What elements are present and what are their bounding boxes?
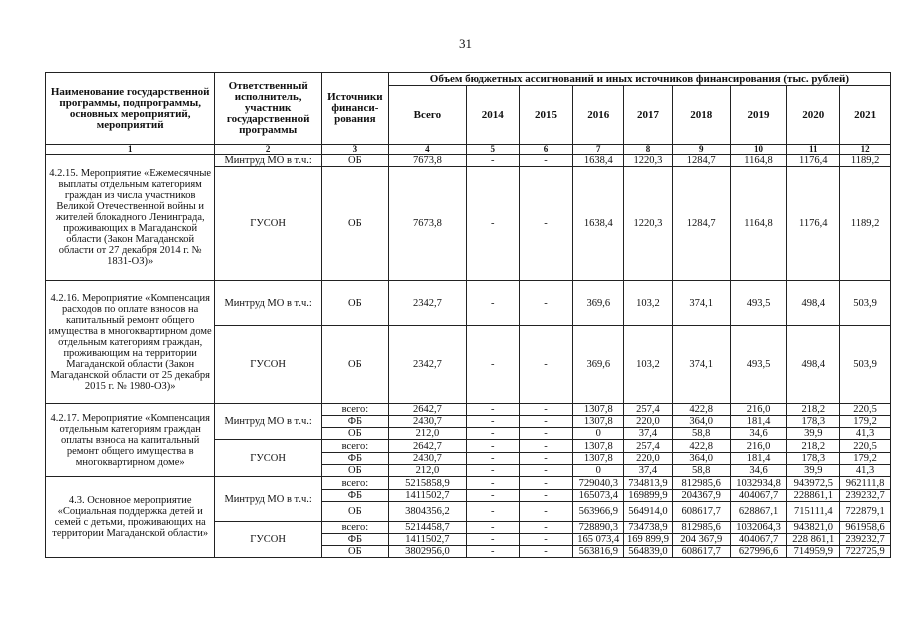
funding-source: ФБ — [321, 416, 388, 428]
value-year: 1307,8 — [573, 453, 624, 465]
value-year: - — [466, 522, 519, 534]
value-year: 0 — [573, 428, 624, 440]
header-source: Источники финанси-рования — [321, 73, 388, 145]
value-year: 37,4 — [624, 465, 673, 477]
header-year: 2015 — [519, 86, 573, 145]
funding-source: всего: — [321, 440, 388, 453]
value-year: 1189,2 — [840, 167, 891, 281]
value-year: 165 073,4 — [573, 534, 624, 546]
value-year: 369,6 — [573, 281, 624, 326]
header-year: 2017 — [624, 86, 673, 145]
value-year: - — [466, 453, 519, 465]
value-year: 1164,8 — [730, 155, 787, 167]
value-year: 178,3 — [787, 416, 840, 428]
value-year: 220,5 — [840, 440, 891, 453]
value-total: 212,0 — [388, 465, 466, 477]
value-year: 216,0 — [730, 440, 787, 453]
funding-source: всего: — [321, 477, 388, 490]
value-year: 608617,7 — [672, 546, 730, 558]
executor-name: ГУСОН — [215, 440, 322, 477]
value-year: - — [466, 502, 519, 522]
value-year: 1284,7 — [672, 155, 730, 167]
header-year: 2021 — [840, 86, 891, 145]
column-number: 7 — [573, 145, 624, 155]
value-year: 39,9 — [787, 428, 840, 440]
value-year: 608617,7 — [672, 502, 730, 522]
header-name: Наименование государственной программы, подпрограммы, основных мероприятий, мероприятий — [46, 73, 215, 145]
value-year: 1032934,8 — [730, 477, 787, 490]
value-year: 257,4 — [624, 440, 673, 453]
value-total: 5215858,9 — [388, 477, 466, 490]
value-year: 1032064,3 — [730, 522, 787, 534]
value-year: 943972,5 — [787, 477, 840, 490]
value-year: 220,5 — [840, 404, 891, 416]
value-year: 1220,3 — [624, 155, 673, 167]
value-year: 498,4 — [787, 326, 840, 404]
value-year: 228861,1 — [787, 490, 840, 502]
value-year: 169 899,9 — [624, 534, 673, 546]
value-year: 962111,8 — [840, 477, 891, 490]
value-year: - — [466, 416, 519, 428]
executor-name: Минтруд МО в т.ч.: — [215, 155, 322, 167]
value-year: 257,4 — [624, 404, 673, 416]
value-total: 2642,7 — [388, 440, 466, 453]
value-year: 1220,3 — [624, 167, 673, 281]
funding-source: ОБ — [321, 502, 388, 522]
value-year: 1176,4 — [787, 155, 840, 167]
value-year: 1307,8 — [573, 404, 624, 416]
value-year: 728890,3 — [573, 522, 624, 534]
value-year: 812985,6 — [672, 477, 730, 490]
value-year: 404067,7 — [730, 490, 787, 502]
value-year: 1638,4 — [573, 167, 624, 281]
value-total: 5214458,7 — [388, 522, 466, 534]
value-year: - — [519, 477, 573, 490]
executor-name: Минтруд МО в т.ч.: — [215, 477, 322, 522]
value-year: 239232,7 — [840, 534, 891, 546]
value-year: 563816,9 — [573, 546, 624, 558]
value-year: 103,2 — [624, 281, 673, 326]
column-number: 4 — [388, 145, 466, 155]
value-year: 943821,0 — [787, 522, 840, 534]
value-year: 961958,6 — [840, 522, 891, 534]
column-number: 6 — [519, 145, 573, 155]
value-year: - — [466, 490, 519, 502]
budget-table — [45, 72, 891, 558]
value-year: 627996,6 — [730, 546, 787, 558]
value-year: 239232,7 — [840, 490, 891, 502]
value-year: 493,5 — [730, 281, 787, 326]
value-year: - — [519, 326, 573, 404]
value-year: - — [519, 522, 573, 534]
value-year: 103,2 — [624, 326, 673, 404]
value-year: 179,2 — [840, 416, 891, 428]
value-year: 34,6 — [730, 428, 787, 440]
value-year: 563966,9 — [573, 502, 624, 522]
value-year: 422,8 — [672, 440, 730, 453]
value-year: - — [466, 440, 519, 453]
value-year: 41,3 — [840, 465, 891, 477]
value-year: 58,8 — [672, 465, 730, 477]
value-year: 734813,9 — [624, 477, 673, 490]
column-number-row — [46, 145, 891, 155]
value-total: 2430,7 — [388, 416, 466, 428]
value-year: 364,0 — [672, 416, 730, 428]
value-year: 1638,4 — [573, 155, 624, 167]
table-body — [46, 145, 891, 558]
table-row — [46, 155, 891, 167]
measure-name: 4.3. Основное мероприятие «Социальная поддержка детей и семей с детьми, проживающих на территории Магаданской области» — [46, 477, 215, 558]
value-year: - — [519, 155, 573, 167]
value-year: - — [519, 546, 573, 558]
value-year: 503,9 — [840, 281, 891, 326]
funding-source: ОБ — [321, 281, 388, 326]
value-year: - — [519, 465, 573, 477]
value-year: 564914,0 — [624, 502, 673, 522]
value-year: - — [519, 453, 573, 465]
value-year: 364,0 — [672, 453, 730, 465]
value-year: 493,5 — [730, 326, 787, 404]
value-year: 228 861,1 — [787, 534, 840, 546]
value-total: 212,0 — [388, 428, 466, 440]
value-year: - — [466, 546, 519, 558]
value-year: 1176,4 — [787, 167, 840, 281]
value-year: 715111,4 — [787, 502, 840, 522]
funding-source: ОБ — [321, 546, 388, 558]
value-year: 181,4 — [730, 453, 787, 465]
value-total: 1411502,7 — [388, 534, 466, 546]
value-year: - — [519, 281, 573, 326]
value-year: 564839,0 — [624, 546, 673, 558]
value-year: 169899,9 — [624, 490, 673, 502]
value-year: - — [466, 155, 519, 167]
column-number: 2 — [215, 145, 322, 155]
funding-source: ФБ — [321, 534, 388, 546]
column-number: 3 — [321, 145, 388, 155]
value-year: 39,9 — [787, 465, 840, 477]
value-total: 3804356,2 — [388, 502, 466, 522]
funding-source: ФБ — [321, 453, 388, 465]
column-number: 5 — [466, 145, 519, 155]
value-year: 204367,9 — [672, 490, 730, 502]
value-year: 1307,8 — [573, 440, 624, 453]
value-year: 34,6 — [730, 465, 787, 477]
value-year: 0 — [573, 465, 624, 477]
header-volume: Объем бюджетных ассигнований и иных источников финансирования (тыс. рублей) — [388, 73, 890, 86]
value-year: - — [519, 416, 573, 428]
value-year: 503,9 — [840, 326, 891, 404]
value-year: 37,4 — [624, 428, 673, 440]
table-row — [46, 281, 891, 326]
value-year: 58,8 — [672, 428, 730, 440]
value-year: 498,4 — [787, 281, 840, 326]
value-year: 178,3 — [787, 453, 840, 465]
value-year: 628867,1 — [730, 502, 787, 522]
value-year: - — [466, 404, 519, 416]
page-number: 31 — [459, 36, 472, 51]
value-year: 1284,7 — [672, 167, 730, 281]
column-number: 11 — [787, 145, 840, 155]
header-executor: Ответственный исполнитель, участник государственной программы — [215, 73, 322, 145]
value-year: - — [466, 477, 519, 490]
header-year: 2014 — [466, 86, 519, 145]
value-year: 181,4 — [730, 416, 787, 428]
value-year: 220,0 — [624, 416, 673, 428]
funding-source: всего: — [321, 522, 388, 534]
value-year: 41,3 — [840, 428, 891, 440]
value-year: 812985,6 — [672, 522, 730, 534]
executor-name: ГУСОН — [215, 522, 322, 558]
value-year: - — [519, 167, 573, 281]
value-year: - — [466, 326, 519, 404]
measure-name: 4.2.16. Мероприятие «Компенсация расходов по оплате взносов на капитальный ремонт общего имущества в многоквартирном доме отдельным категориям граждан, проживающим на территории Магаданской области (Закон Магаданской области от 25 декабря 2015 г. № 1980-ОЗ)» — [46, 281, 215, 404]
header-year: 2018 — [672, 86, 730, 145]
value-year: - — [466, 465, 519, 477]
column-number: 12 — [840, 145, 891, 155]
value-total: 2642,7 — [388, 404, 466, 416]
executor-name: ГУСОН — [215, 167, 322, 281]
value-year: 404067,7 — [730, 534, 787, 546]
executor-name: ГУСОН — [215, 326, 322, 404]
value-year: 1164,8 — [730, 167, 787, 281]
funding-source: всего: — [321, 404, 388, 416]
value-year: 216,0 — [730, 404, 787, 416]
value-year: - — [519, 440, 573, 453]
value-total: 2430,7 — [388, 453, 466, 465]
value-year: 218,2 — [787, 440, 840, 453]
column-number: 10 — [730, 145, 787, 155]
value-year: - — [466, 534, 519, 546]
value-year: 729040,3 — [573, 477, 624, 490]
value-year: 204 367,9 — [672, 534, 730, 546]
value-year: - — [519, 404, 573, 416]
value-year: 734738,9 — [624, 522, 673, 534]
value-year: 722879,1 — [840, 502, 891, 522]
executor-name: Минтруд МО в т.ч.: — [215, 281, 322, 326]
value-year: 374,1 — [672, 326, 730, 404]
value-year: - — [519, 502, 573, 522]
header-year: 2020 — [787, 86, 840, 145]
measure-name: 4.2.15. Мероприятие «Ежемесячные выплаты отдельным категориям граждан из числа участников Великой Отечественной войны и жителей блокадного Ленинграда, проживающих в Магаданской области (Закон Магаданской области от 27 декабря 2014 г. № 1831-ОЗ)» — [46, 155, 215, 281]
funding-source: ФБ — [321, 490, 388, 502]
value-year: 714959,9 — [787, 546, 840, 558]
value-year: 1307,8 — [573, 416, 624, 428]
table-row — [46, 477, 891, 490]
header-year: 2019 — [730, 86, 787, 145]
funding-source: ОБ — [321, 465, 388, 477]
table-row — [46, 404, 891, 416]
column-number: 9 — [672, 145, 730, 155]
value-total: 2342,7 — [388, 326, 466, 404]
value-total: 2342,7 — [388, 281, 466, 326]
measure-name: 4.2.17. Мероприятие «Компенсация отдельным категориям граждан оплаты взноса на капитальный ремонт общего имущества в многоквартирном доме» — [46, 404, 215, 477]
column-number: 8 — [624, 145, 673, 155]
executor-name: Минтруд МО в т.ч.: — [215, 404, 322, 440]
value-year: 422,8 — [672, 404, 730, 416]
value-year: - — [466, 428, 519, 440]
funding-source: ОБ — [321, 428, 388, 440]
value-year: 1189,2 — [840, 155, 891, 167]
value-year: - — [466, 167, 519, 281]
value-year: 165073,4 — [573, 490, 624, 502]
value-year: 722725,9 — [840, 546, 891, 558]
value-year: 179,2 — [840, 453, 891, 465]
funding-source: ОБ — [321, 326, 388, 404]
value-year: - — [519, 490, 573, 502]
funding-source: ОБ — [321, 167, 388, 281]
value-total: 1411502,7 — [388, 490, 466, 502]
column-number: 1 — [46, 145, 215, 155]
value-total: 7673,8 — [388, 167, 466, 281]
value-total: 7673,8 — [388, 155, 466, 167]
header-year: 2016 — [573, 86, 624, 145]
value-year: - — [519, 534, 573, 546]
value-year: 218,2 — [787, 404, 840, 416]
value-year: - — [466, 281, 519, 326]
value-year: 369,6 — [573, 326, 624, 404]
value-year: - — [519, 428, 573, 440]
funding-source: ОБ — [321, 155, 388, 167]
header-total: Всего — [388, 86, 466, 145]
value-year: 374,1 — [672, 281, 730, 326]
value-year: 220,0 — [624, 453, 673, 465]
value-total: 3802956,0 — [388, 546, 466, 558]
